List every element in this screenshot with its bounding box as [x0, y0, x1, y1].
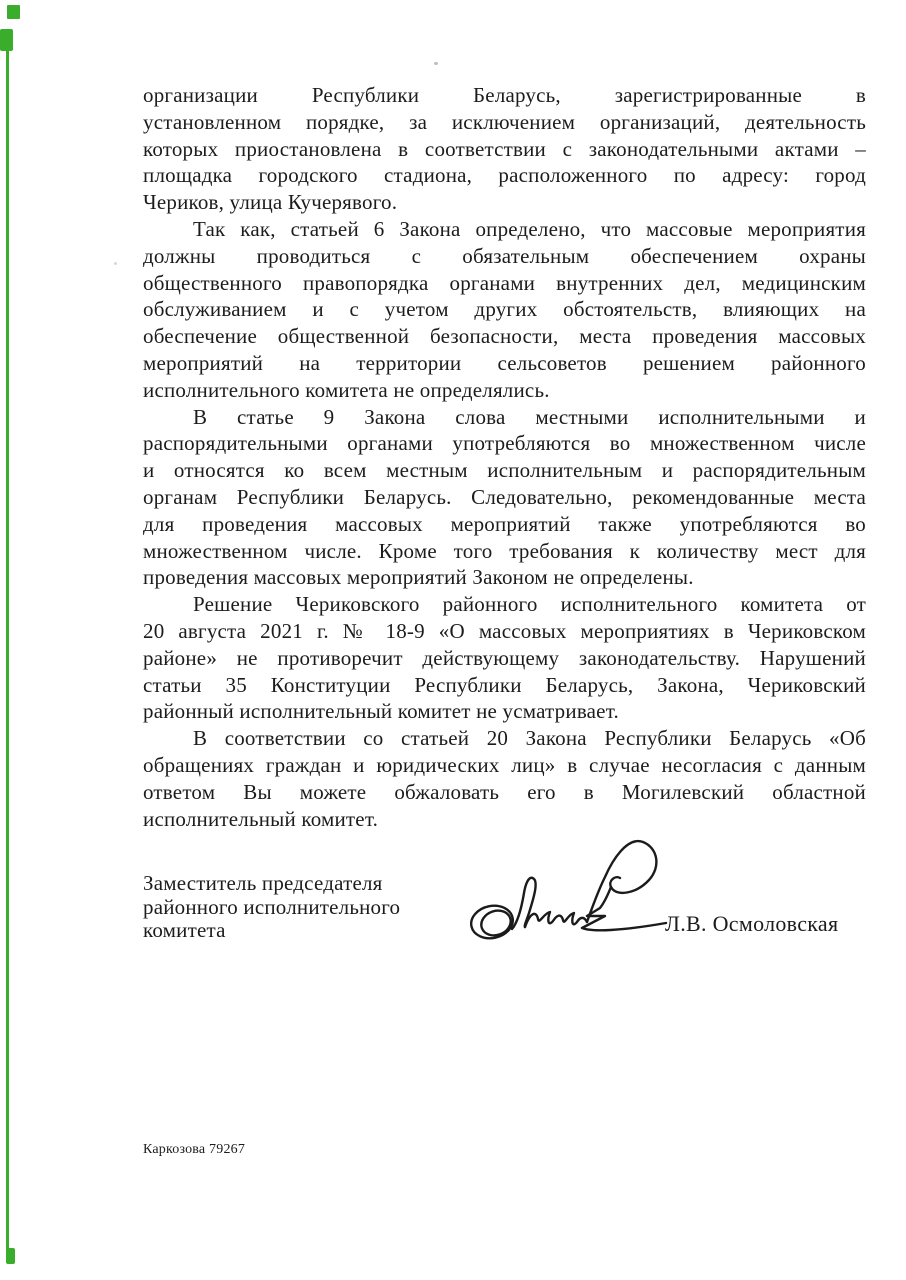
- text-line: Так как, статьей 6 Закона определено, что массовые мероприятия: [193, 216, 866, 241]
- text-line: районе» не противоречит действующему законодательству. Нарушений: [143, 645, 866, 670]
- text-line: районный исполнительный комитет не усматривает.: [143, 699, 619, 724]
- text-line: площадка городского стадиона, расположенного по адресу: город: [143, 163, 866, 188]
- text-line: В статье 9 Закона слова местными исполнительными и: [193, 404, 866, 429]
- text-line: должны проводиться с обязательным обеспечением охраны: [143, 243, 866, 268]
- signer-title-line: Заместитель председателя: [143, 871, 383, 895]
- scanner-mark-upper-blob: [0, 29, 13, 51]
- handwritten-signature-ink: [468, 832, 673, 950]
- text-line: Чериков, улица Кучерявого.: [143, 190, 398, 215]
- text-line: обслуживанием и с учетом других обстоятельств, влияющих на: [143, 297, 866, 322]
- signer-title-line: районного исполнительного: [143, 894, 401, 919]
- text-line: которых приостановлена в соответствии с законодательными актами –: [143, 136, 866, 161]
- executor-note: Каркозова 79267: [143, 1142, 246, 1157]
- text-line: установленном порядке, за исключением организаций, деятельность: [143, 109, 866, 134]
- text-line: исполнительный комитет.: [143, 806, 379, 831]
- text-line: общественного правопорядка органами внутренних дел, медицинским: [143, 270, 866, 295]
- signer-title: [143, 872, 473, 943]
- text-line: проведения массовых мероприятий Законом не определены.: [143, 565, 694, 590]
- text-line: множественном числе. Кроме того требования к количеству мест для: [143, 538, 866, 563]
- signer-name: Л.В. Осмоловская: [665, 911, 839, 936]
- text-line: В соответствии со статьей 20 Закона Республики Беларусь «Об: [193, 726, 866, 751]
- text-line: Решение Чериковского районного исполнительного комитета от: [193, 592, 866, 617]
- text-line: 20 августа 2021 г. № 18-9 «О массовых мероприятиях в Чериковском: [143, 618, 866, 643]
- text-line: и относятся ко всем местным исполнительным и распорядительным: [143, 458, 866, 483]
- document-body: [143, 82, 866, 832]
- text-line: органам Республики Беларусь. Следовательно, рекомендованные места: [143, 484, 866, 509]
- signer-title-line: комитета: [143, 918, 226, 942]
- scanner-edge-line: [6, 51, 9, 1256]
- text-line: исполнительного комитета не определялись.: [143, 377, 550, 402]
- text-line: мероприятий на территории сельсоветов решением районного: [143, 350, 866, 375]
- text-line: статьи 35 Конституции Республики Беларусь, Закона, Чериковский: [143, 672, 866, 697]
- text-line: обеспечение общественной безопасности, места проведения массовых: [143, 324, 866, 349]
- text-line: организации Республики Беларусь, зарегистрированные в: [143, 83, 866, 107]
- scan-speck: [114, 262, 117, 265]
- text-line: для проведения массовых мероприятий также употребляются во: [143, 511, 866, 536]
- scanner-mark-bottom: [6, 1248, 15, 1264]
- text-line: распорядительными органами употребляются во множественном числе: [143, 431, 866, 456]
- text-line: обращениях граждан и юридических лиц» в случае несогласия с данным: [143, 752, 866, 777]
- scanner-mark-top-corner: [7, 5, 20, 19]
- scan-speck: [434, 62, 438, 65]
- text-line: ответом Вы можете обжаловать его в Могилевский областной: [143, 779, 866, 804]
